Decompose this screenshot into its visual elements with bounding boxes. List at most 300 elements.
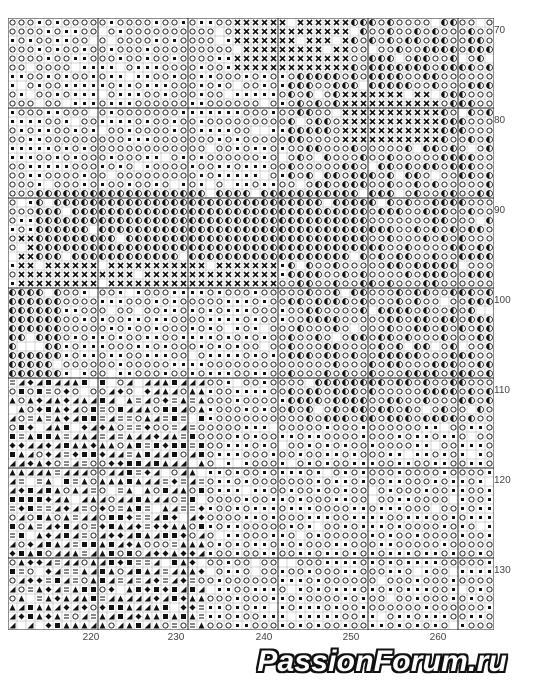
stitch-symbol-circle — [379, 533, 384, 538]
stitch-symbol-dot — [371, 624, 374, 627]
stitch-symbol-circle — [433, 605, 438, 610]
stitch-symbol-square — [109, 524, 114, 529]
stitch-symbol-circle — [424, 353, 429, 358]
stitch-symbol-circle — [388, 380, 393, 385]
stitch-symbol-circle — [415, 614, 420, 619]
stitch-symbol-square — [163, 488, 168, 493]
stitch-symbol-dot — [92, 345, 95, 348]
stitch-symbol-dot — [218, 489, 221, 492]
stitch-symbol-circle — [217, 74, 222, 79]
stitch-symbol-square — [109, 551, 114, 556]
stitch-symbol-circle — [451, 209, 456, 214]
stitch-symbol-circle — [415, 155, 420, 160]
stitch-symbol-circle — [271, 380, 276, 385]
stitch-symbol-circle — [379, 272, 384, 277]
stitch-symbol-circle — [163, 335, 168, 340]
stitch-symbol-dot — [200, 120, 203, 123]
stitch-symbol-dot — [425, 615, 428, 618]
stitch-symbol-dot — [371, 516, 374, 519]
stitch-symbol-diamond — [64, 407, 70, 413]
stitch-symbol-circle — [118, 155, 123, 160]
stitch-symbol-dot — [290, 435, 293, 438]
stitch-symbol-dot — [245, 300, 248, 303]
stitch-symbol-circle — [379, 155, 384, 160]
stitch-symbol-circle — [172, 353, 177, 358]
stitch-symbol-dot — [209, 606, 212, 609]
stitch-symbol-circle — [280, 506, 285, 511]
stitch-symbol-circle — [298, 371, 303, 376]
stitch-symbol-diamond — [46, 452, 52, 458]
stitch-symbol-dot — [236, 543, 239, 546]
stitch-symbol-circle — [154, 56, 159, 61]
stitch-symbol-dot — [299, 471, 302, 474]
stitch-symbol-circle — [487, 155, 492, 160]
stitch-symbol-dot — [416, 579, 419, 582]
stitch-symbol-cross — [82, 281, 87, 286]
stitch-symbol-dot — [443, 462, 446, 465]
stitch-symbol-circle — [91, 299, 96, 304]
stitch-symbol-circle — [370, 29, 375, 34]
stitch-symbol-circle — [442, 533, 447, 538]
stitch-symbol-cross — [370, 101, 375, 106]
stitch-symbol-circle — [379, 281, 384, 286]
stitch-symbol-circle — [37, 29, 42, 34]
stitch-symbol-circle — [91, 56, 96, 61]
stitch-symbol-lines — [190, 444, 195, 447]
stitch-symbol-dot — [236, 318, 239, 321]
stitch-symbol-square — [118, 614, 123, 619]
stitch-symbol-diamond — [127, 515, 133, 521]
stitch-symbol-circle — [442, 497, 447, 502]
stitch-symbol-diamond — [199, 515, 205, 521]
stitch-symbol-circle — [190, 299, 195, 304]
stitch-symbol-circle — [478, 623, 483, 628]
stitch-symbol-dot — [218, 129, 221, 132]
stitch-symbol-circle — [199, 38, 204, 43]
stitch-symbol-circle — [433, 191, 438, 196]
stitch-symbol-cross — [163, 263, 168, 268]
stitch-symbol-circle — [397, 542, 402, 547]
stitch-symbol-diamond — [28, 461, 34, 467]
stitch-symbol-triangle — [55, 497, 61, 503]
stitch-symbol-circle — [244, 128, 249, 133]
stitch-symbol-dot — [110, 300, 113, 303]
stitch-symbol-dot — [326, 453, 329, 456]
stitch-symbol-circle — [352, 443, 357, 448]
stitch-symbol-dot — [335, 561, 338, 564]
stitch-symbol-triangle — [127, 434, 133, 440]
stitch-symbol-dot — [308, 444, 311, 447]
stitch-symbol-triangle — [127, 533, 133, 539]
stitch-symbol-dot — [173, 291, 176, 294]
stitch-symbol-circle — [289, 605, 294, 610]
stitch-symbol-circle — [100, 470, 105, 475]
stitch-symbol-dot — [389, 552, 392, 555]
stitch-symbol-circle — [361, 371, 366, 376]
stitch-symbol-cross — [379, 119, 384, 124]
stitch-symbol-circle — [37, 65, 42, 70]
stitch-symbol-diamond — [64, 416, 70, 422]
stitch-symbol-triangle — [82, 569, 88, 575]
stitch-symbol-circle — [469, 182, 474, 187]
stitch-symbol-circle — [154, 110, 159, 115]
stitch-symbol-cross — [55, 272, 60, 277]
stitch-symbol-dot — [164, 345, 167, 348]
stitch-symbol-lines — [64, 588, 69, 591]
stitch-symbol-circle — [397, 182, 402, 187]
stitch-symbol-dot — [38, 138, 41, 141]
stitch-symbol-circle — [127, 362, 132, 367]
stitch-symbol-circle — [217, 551, 222, 556]
stitch-symbol-dot — [146, 336, 149, 339]
stitch-symbol-circle — [100, 308, 105, 313]
stitch-symbol-dot — [335, 552, 338, 555]
stitch-symbol-circle — [46, 551, 51, 556]
stitch-symbol-circle — [325, 272, 330, 277]
stitch-symbol-circle — [451, 299, 456, 304]
stitch-symbol-square — [91, 596, 96, 601]
stitch-symbol-circle — [424, 38, 429, 43]
stitch-symbol-dot — [101, 120, 104, 123]
stitch-symbol-triangle — [154, 416, 160, 422]
stitch-symbol-circle — [406, 443, 411, 448]
stitch-symbol-diamond — [46, 569, 52, 575]
stitch-symbol-circle — [433, 236, 438, 241]
stitch-symbol-circle — [19, 164, 24, 169]
stitch-symbol-dot — [182, 291, 185, 294]
stitch-symbol-circle — [370, 452, 375, 457]
stitch-symbol-circle — [316, 542, 321, 547]
stitch-symbol-lines — [19, 480, 24, 483]
stitch-symbol-dot — [263, 543, 266, 546]
stitch-symbol-circle — [262, 119, 267, 124]
stitch-symbol-circle — [361, 560, 366, 565]
stitch-symbol-diamond — [19, 488, 25, 494]
stitch-symbol-triangle — [19, 470, 25, 476]
stitch-symbol-triangle — [46, 596, 52, 602]
stitch-symbol-circle — [127, 335, 132, 340]
stitch-symbol-circle — [73, 353, 78, 358]
stitch-symbol-cross — [379, 101, 384, 106]
stitch-symbol-cross — [316, 47, 321, 52]
stitch-symbol-triangle — [55, 551, 61, 557]
stitch-symbol-circle — [163, 56, 168, 61]
stitch-symbol-circle — [118, 326, 123, 331]
stitch-symbol-dot — [281, 435, 284, 438]
stitch-symbol-cross — [118, 263, 123, 268]
stitch-symbol-dot — [200, 156, 203, 159]
stitch-symbol-dot — [416, 624, 419, 627]
stitch-symbol-circle — [487, 209, 492, 214]
stitch-symbol-circle — [334, 119, 339, 124]
stitch-symbol-circle — [271, 434, 276, 439]
stitch-symbol-dot — [389, 543, 392, 546]
stitch-symbol-circle — [280, 137, 285, 142]
stitch-symbol-cross — [397, 101, 402, 106]
stitch-symbol-circle — [406, 218, 411, 223]
stitch-symbol-circle — [379, 182, 384, 187]
stitch-symbol-cross — [280, 65, 285, 70]
stitch-symbol-dot — [218, 606, 221, 609]
stitch-symbol-circle — [460, 416, 465, 421]
stitch-symbol-dot — [236, 399, 239, 402]
stitch-symbol-dot — [425, 453, 428, 456]
stitch-symbol-circle — [154, 164, 159, 169]
stitch-symbol-square — [91, 542, 96, 547]
stitch-symbol-circle — [37, 110, 42, 115]
stitch-symbol-circle — [280, 92, 285, 97]
stitch-symbol-dot — [263, 444, 266, 447]
stitch-symbol-triangle — [64, 380, 70, 386]
stitch-symbol-cross — [235, 29, 240, 34]
stitch-symbol-circle — [253, 101, 258, 106]
stitch-symbol-circle — [478, 110, 483, 115]
stitch-symbol-circle — [136, 299, 141, 304]
stitch-symbol-dot — [416, 561, 419, 564]
stitch-symbol-circle — [73, 362, 78, 367]
stitch-symbol-circle — [379, 470, 384, 475]
stitch-symbol-circle — [415, 389, 420, 394]
stitch-symbol-circle — [478, 182, 483, 187]
stitch-symbol-dot — [425, 588, 428, 591]
stitch-symbol-circle — [208, 533, 213, 538]
stitch-symbol-circle — [442, 245, 447, 250]
stitch-symbol-triangle — [73, 605, 79, 611]
stitch-symbol-diamond — [190, 551, 196, 557]
stitch-symbol-diamond — [64, 389, 70, 395]
stitch-symbol-circle — [127, 146, 132, 151]
stitch-symbol-dot — [110, 21, 113, 24]
stitch-symbol-dot — [11, 156, 14, 159]
stitch-symbol-circle — [37, 452, 42, 457]
column-number-250: 250 — [342, 632, 360, 643]
stitch-symbol-circle — [487, 236, 492, 241]
stitch-symbol-circle — [271, 299, 276, 304]
stitch-symbol-circle — [451, 110, 456, 115]
stitch-symbol-dot — [110, 120, 113, 123]
stitch-symbol-dot — [353, 552, 356, 555]
stitch-symbol-dot — [479, 552, 482, 555]
stitch-symbol-circle — [271, 83, 276, 88]
stitch-symbol-triangle — [109, 569, 115, 575]
stitch-symbol-diamond — [46, 587, 52, 593]
stitch-symbol-dot — [209, 318, 212, 321]
stitch-symbol-cross — [271, 29, 276, 34]
stitch-symbol-dot — [344, 471, 347, 474]
stitch-symbol-circle — [73, 182, 78, 187]
stitch-symbol-circle — [55, 119, 60, 124]
stitch-symbol-dot — [38, 120, 41, 123]
stitch-symbol-dot — [227, 444, 230, 447]
stitch-symbol-dot — [200, 129, 203, 132]
stitch-symbol-circle — [451, 335, 456, 340]
stitch-symbol-circle — [208, 578, 213, 583]
stitch-symbol-dot — [101, 345, 104, 348]
row-number-80: 80 — [494, 115, 506, 126]
stitch-symbol-dot — [254, 543, 257, 546]
stitch-symbol-dot — [281, 75, 284, 78]
stitch-symbol-circle — [316, 452, 321, 457]
stitch-symbol-cross — [334, 29, 339, 34]
stitch-symbol-circle — [298, 344, 303, 349]
stitch-symbol-circle — [208, 443, 213, 448]
stitch-symbol-dot — [380, 543, 383, 546]
stitch-symbol-circle — [424, 182, 429, 187]
stitch-symbol-circle — [316, 326, 321, 331]
stitch-symbol-circle — [10, 92, 15, 97]
stitch-symbol-dot — [362, 615, 365, 618]
stitch-symbol-dot — [326, 516, 329, 519]
stitch-symbol-dot — [92, 354, 95, 357]
stitch-symbol-circle — [271, 137, 276, 142]
stitch-symbol-dot — [236, 354, 239, 357]
stitch-symbol-dot — [173, 39, 176, 42]
stitch-symbol-dot — [272, 129, 275, 132]
stitch-symbol-diamond — [154, 434, 160, 440]
stitch-symbol-circle — [478, 173, 483, 178]
stitch-symbol-circle — [280, 119, 285, 124]
stitch-symbol-dot — [83, 345, 86, 348]
stitch-symbol-dot — [74, 156, 77, 159]
stitch-symbol-cross — [397, 137, 402, 142]
stitch-symbol-dot — [380, 525, 383, 528]
stitch-symbol-triangle — [55, 614, 61, 620]
stitch-symbol-circle — [109, 128, 114, 133]
stitch-symbol-circle — [397, 389, 402, 394]
stitch-symbol-lines — [64, 615, 69, 618]
stitch-symbol-circle — [28, 407, 33, 412]
stitch-symbol-circle — [352, 344, 357, 349]
stitch-symbol-circle — [181, 344, 186, 349]
stitch-symbol-circle — [163, 110, 168, 115]
stitch-symbol-cross — [379, 137, 384, 142]
stitch-symbol-circle — [253, 137, 258, 142]
stitch-symbol-triangle — [190, 542, 196, 548]
stitch-symbol-triangle — [37, 470, 43, 476]
stitch-symbol-circle — [280, 326, 285, 331]
stitch-symbol-circle — [415, 20, 420, 25]
stitch-symbol-dot — [119, 30, 122, 33]
stitch-symbol-triangle — [100, 533, 106, 539]
stitch-symbol-circle — [361, 533, 366, 538]
stitch-symbol-circle — [325, 362, 330, 367]
stitch-symbol-cross — [91, 263, 96, 268]
stitch-symbol-circle — [235, 560, 240, 565]
stitch-symbol-cross — [100, 272, 105, 277]
stitch-symbol-circle — [154, 128, 159, 133]
stitch-symbol-dot — [371, 588, 374, 591]
stitch-symbol-circle — [334, 578, 339, 583]
stitch-symbol-circle — [271, 407, 276, 412]
stitch-symbol-circle — [199, 434, 204, 439]
stitch-symbol-dot — [236, 489, 239, 492]
stitch-symbol-circle — [451, 524, 456, 529]
stitch-symbol-circle — [100, 38, 105, 43]
stitch-symbol-cross — [145, 263, 150, 268]
stitch-symbol-triangle — [10, 461, 16, 467]
stitch-symbol-dot — [101, 300, 104, 303]
stitch-symbol-circle — [379, 362, 384, 367]
stitch-symbol-circle — [244, 317, 249, 322]
stitch-symbol-circle — [415, 74, 420, 79]
stitch-symbol-circle — [379, 236, 384, 241]
stitch-symbol-dot — [128, 120, 131, 123]
stitch-symbol-triangle — [10, 623, 16, 629]
stitch-symbol-triangle — [109, 389, 115, 395]
stitch-symbol-square — [127, 560, 132, 565]
stitch-symbol-circle — [361, 551, 366, 556]
stitch-symbol-dot — [128, 93, 131, 96]
stitch-symbol-dot — [254, 588, 257, 591]
stitch-symbol-dot — [47, 147, 50, 150]
stitch-symbol-triangle — [109, 398, 115, 404]
stitch-symbol-circle — [10, 425, 15, 430]
stitch-symbol-circle — [289, 74, 294, 79]
stitch-symbol-circle — [19, 110, 24, 115]
stitch-symbol-circle — [55, 182, 60, 187]
stitch-symbol-circle — [10, 128, 15, 133]
stitch-symbol-circle — [145, 362, 150, 367]
stitch-symbol-circle — [334, 425, 339, 430]
stitch-symbol-circle — [118, 173, 123, 178]
stitch-symbol-dot — [83, 174, 86, 177]
stitch-symbol-circle — [244, 398, 249, 403]
stitch-symbol-dot — [65, 84, 68, 87]
stitch-symbol-circle — [316, 344, 321, 349]
stitch-symbol-circle — [64, 20, 69, 25]
stitch-symbol-circle — [343, 335, 348, 340]
stitch-symbol-triangle — [172, 434, 178, 440]
stitch-symbol-circle — [163, 74, 168, 79]
stitch-symbol-triangle — [118, 470, 124, 476]
stitch-symbol-cross — [424, 101, 429, 106]
stitch-symbol-square — [127, 470, 132, 475]
stitch-symbol-dot — [272, 534, 275, 537]
stitch-symbol-dot — [101, 336, 104, 339]
stitch-symbol-circle — [10, 245, 15, 250]
stitch-symbol-circle — [307, 362, 312, 367]
stitch-symbol-dot — [335, 615, 338, 618]
stitch-symbol-cross — [145, 281, 150, 286]
stitch-symbol-triangle — [172, 389, 178, 395]
stitch-symbol-diamond — [28, 578, 34, 584]
stitch-symbol-lines — [10, 381, 15, 384]
stitch-symbol-circle — [352, 470, 357, 475]
stitch-symbol-circle — [379, 587, 384, 592]
stitch-symbol-cross — [424, 110, 429, 115]
stitch-symbol-cross — [433, 119, 438, 124]
stitch-symbol-circle — [217, 398, 222, 403]
stitch-symbol-circle — [370, 398, 375, 403]
stitch-symbol-circle — [352, 299, 357, 304]
stitch-symbol-circle — [289, 155, 294, 160]
stitch-symbol-circle — [145, 20, 150, 25]
stitch-symbol-circle — [415, 209, 420, 214]
stitch-symbol-dot — [83, 66, 86, 69]
stitch-symbol-circle — [145, 38, 150, 43]
stitch-symbol-dot — [92, 84, 95, 87]
stitch-symbol-circle — [388, 524, 393, 529]
stitch-symbol-triangle — [172, 488, 178, 494]
stitch-symbol-circle — [190, 74, 195, 79]
stitch-symbol-lines — [163, 480, 168, 483]
stitch-symbol-circle — [424, 479, 429, 484]
stitch-symbol-circle — [370, 209, 375, 214]
stitch-symbol-circle — [136, 110, 141, 115]
stitch-symbol-circle — [379, 146, 384, 151]
stitch-symbol-circle — [109, 317, 114, 322]
stitch-symbol-dot — [434, 480, 437, 483]
